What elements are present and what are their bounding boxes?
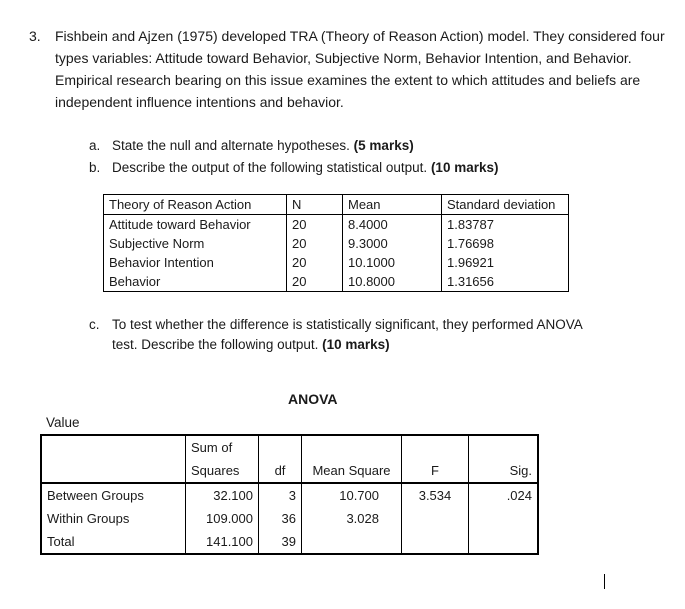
stats-cell: 20 xyxy=(287,234,343,253)
stats-cell: 1.83787 xyxy=(442,215,569,235)
anova-header-ss-1: Sum of xyxy=(186,435,259,459)
anova-ms: 3.028 xyxy=(302,507,402,530)
anova-header-f: F xyxy=(402,459,469,483)
anova-sig: .024 xyxy=(469,483,539,507)
part-a-text: State the null and alternate hypotheses. xyxy=(112,138,354,153)
part-c-text-line2: test. Describe the following output. xyxy=(112,337,323,352)
anova-sig xyxy=(469,507,539,530)
anova-f xyxy=(402,530,469,554)
anova-f: 3.534 xyxy=(402,483,469,507)
stats-header-cell: Theory of Reason Action xyxy=(104,195,287,215)
stats-cell: 20 xyxy=(287,215,343,235)
stats-cell: Subjective Norm xyxy=(104,234,287,253)
part-c-text-line1: To test whether the difference is statistically significant, they performed ANOVA xyxy=(112,317,583,332)
stats-cell: 8.4000 xyxy=(343,215,442,235)
anova-df: 36 xyxy=(259,507,302,530)
part-c-marks: (10 marks) xyxy=(322,337,390,352)
anova-df: 39 xyxy=(259,530,302,554)
anova-ss: 109.000 xyxy=(186,507,259,530)
part-a xyxy=(89,136,414,156)
part-a-label: a. xyxy=(89,138,101,153)
anova-row-label: Total xyxy=(47,534,75,549)
stats-header-cell: Mean xyxy=(343,195,442,215)
value-label: Value xyxy=(46,415,80,430)
table-row xyxy=(41,530,538,554)
stats-cell: 20 xyxy=(287,272,343,292)
table-row xyxy=(104,234,569,253)
stats-header-row xyxy=(104,195,569,215)
anova-header-sig: Sig. xyxy=(469,459,539,483)
anova-header-ms: Mean Square xyxy=(302,459,402,483)
part-c xyxy=(89,315,583,355)
anova-sig xyxy=(469,530,539,554)
stats-cell: 1.31656 xyxy=(442,272,569,292)
question-text: Fishbein and Ajzen (1975) developed TRA (Theory of Reason Action) model. They considered four types variables: Attitude toward Behavior, Subjective Norm, Behavior Intention, and Behavior. Empirical research bearing on this issue examines the extent to which attitudes and beliefs are independent influence intentions and behavior. xyxy=(55,28,665,110)
stats-cell: Behavior Intention xyxy=(104,253,287,272)
part-b xyxy=(89,158,498,178)
part-a-marks: (5 marks) xyxy=(353,138,414,153)
table-row xyxy=(41,507,538,530)
stats-header-cell: Standard deviation xyxy=(442,195,569,215)
stats-cell: 20 xyxy=(287,253,343,272)
anova-title: ANOVA xyxy=(288,391,338,407)
table-row xyxy=(104,272,569,292)
anova-f xyxy=(402,507,469,530)
anova-df: 3 xyxy=(259,483,302,507)
text-cursor xyxy=(604,574,605,589)
anova-header-row-2 xyxy=(41,459,538,483)
question-number: 3. xyxy=(29,28,41,44)
anova-header-row-1 xyxy=(41,435,538,459)
table-row xyxy=(104,215,569,235)
stats-header-cell: N xyxy=(287,195,343,215)
stats-cell: 1.76698 xyxy=(442,234,569,253)
stats-cell: 9.3000 xyxy=(343,234,442,253)
anova-ms xyxy=(302,530,402,554)
descriptive-stats-table xyxy=(103,194,569,292)
anova-table xyxy=(40,434,539,555)
anova-row-label: Within Groups xyxy=(47,511,130,526)
anova-ss: 141.100 xyxy=(186,530,259,554)
part-b-label: b. xyxy=(89,160,101,175)
anova-header-df: df xyxy=(259,459,302,483)
stats-cell: 10.8000 xyxy=(343,272,442,292)
stats-cell: Behavior xyxy=(104,272,287,292)
table-row xyxy=(104,253,569,272)
anova-row-label: Between Groups xyxy=(47,488,144,503)
anova-ms: 10.700 xyxy=(302,483,402,507)
stats-cell: 10.1000 xyxy=(343,253,442,272)
part-b-text: Describe the output of the following statistical output. xyxy=(112,160,431,175)
stats-cell: Attitude toward Behavior xyxy=(104,215,287,235)
part-c-label: c. xyxy=(89,317,100,332)
part-b-marks: (10 marks) xyxy=(430,160,499,175)
question-3 xyxy=(29,25,669,113)
anova-header-ss-2: Squares xyxy=(186,459,259,483)
stats-cell: 1.96921 xyxy=(442,253,569,272)
anova-ss: 32.100 xyxy=(186,483,259,507)
table-row xyxy=(41,483,538,507)
